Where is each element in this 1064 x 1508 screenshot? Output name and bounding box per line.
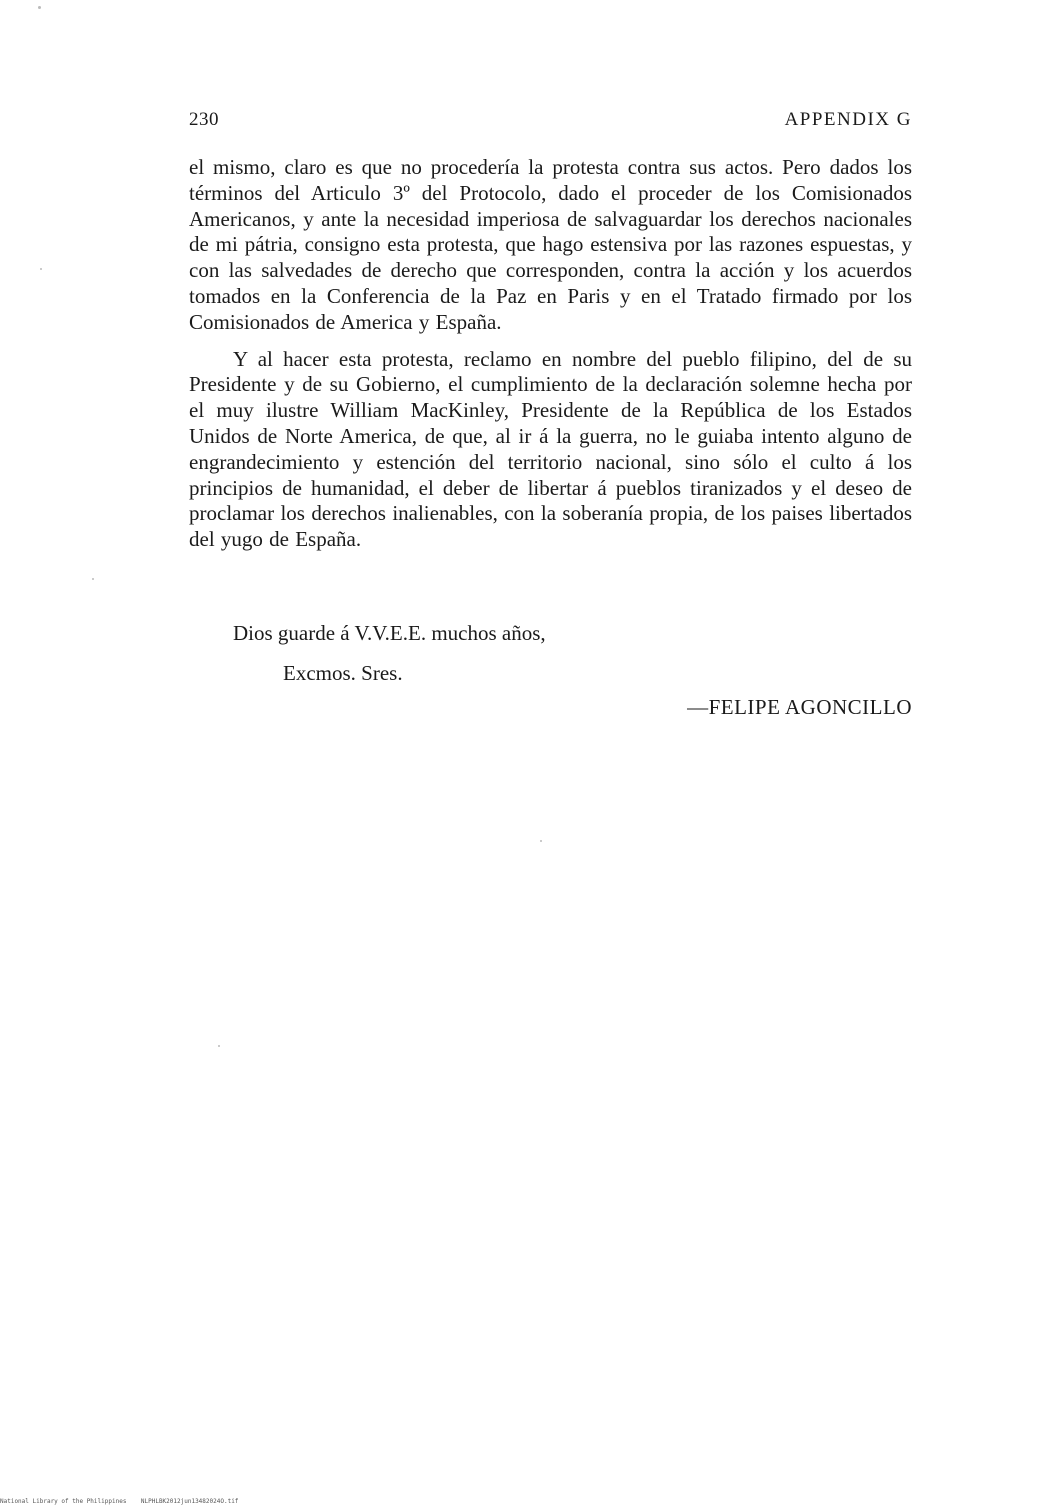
running-head: APPENDIX G [784, 109, 912, 130]
scan-credit: National Library of the Philippines NLPHLBK2012jun13482024O.tif [0, 1498, 239, 1505]
scan-speck [38, 6, 41, 9]
signature: —FELIPE AGONCILLO [687, 695, 912, 719]
body-text [189, 155, 912, 553]
scan-speck [92, 578, 94, 580]
scan-speck [540, 840, 542, 842]
valediction: Dios guarde á V.V.E.E. muchos años, [233, 621, 546, 645]
paragraph-2: Y al hacer esta protesta, reclamo en nombre del pueblo filipino, del de su Presidente y de su Gobierno, el cumplimiento de la declaración solemne hecha por el muy ilustre William MacKinley, Presidente de la República de los Estados Unidos de Norte America, de que, al ir á la guerra, no le guiaba intento alguno de engrandecimiento y estención del territorio nacional, sino sólo el culto á los principios de humanidad, el deber de libertar á pueblos tiranizados y el deseo de proclamar los derechos inalienables, con la soberanía propia, de los paises libertados del yugo de España. [189, 346, 912, 552]
page-number: 230 [189, 109, 219, 130]
scan-speck [40, 268, 42, 270]
paragraph-1: el mismo, claro es que no procedería la protesta contra sus actos. Pero dados los términos del Articulo 3º del Protocolo, dado el proceder de los Comisionados Americanos, y ante la necesidad imperiosa de salvaguardar los derechos nacionales de mi pátria, consigno esta protesta, que hago estensiva por las razones espuestas, y con las salvedades de derecho que corresponden, contra la acción y los acuerdos tomados en la Conferencia de la Paz en Paris y en el Tratado firmado por los Comisionados de America y España. [189, 155, 912, 334]
salutation: Excmos. Sres. [283, 661, 403, 685]
scan-speck [218, 1045, 220, 1047]
page-header [189, 109, 912, 139]
